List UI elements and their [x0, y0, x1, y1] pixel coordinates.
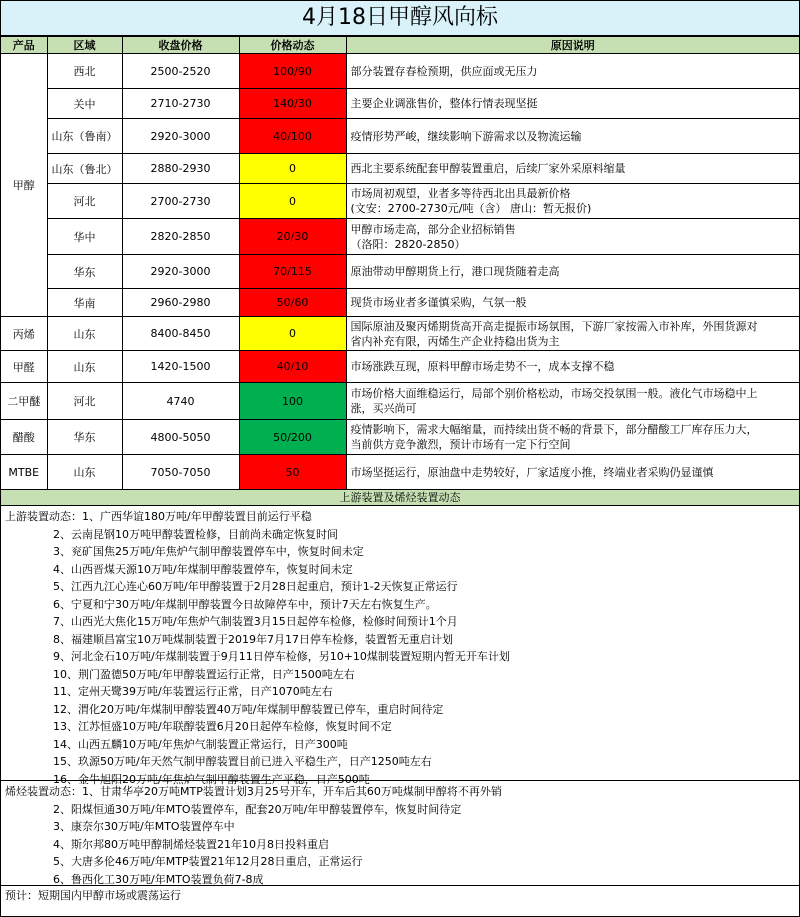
region-cell: 华中 — [47, 219, 122, 255]
region-cell: 山东 — [47, 455, 122, 490]
reason-line: 现货市场业者多谨慎采购，气氛一般 — [350, 296, 527, 309]
reason-line: 市场周初观望，业者多等待西北出具最新价格 — [350, 187, 571, 200]
trend-cell: 20/30 — [239, 219, 346, 255]
region-cell: 华南 — [47, 289, 122, 317]
header-reason: 原因说明 — [346, 37, 799, 54]
forecast-line: 预计：短期国内甲醇市场或震荡运行 — [1, 885, 799, 905]
olefin-item: 3、康奈尔30万吨/年MTO装置停车中 — [53, 820, 235, 833]
page-title: 4月18日甲醇风向标 — [1, 1, 799, 36]
reason-cell — [346, 184, 799, 219]
reason-cell — [346, 289, 799, 317]
region-cell: 关中 — [47, 89, 122, 119]
upstream-item: 11、定州天鹭39万吨/年装置运行正常，日产1070吨左右 — [53, 685, 333, 698]
trend-cell: 50/200 — [239, 420, 346, 455]
region-cell: 华东 — [47, 255, 122, 289]
price-cell: 2820-2850 — [122, 219, 239, 255]
upstream-item: 2、云南昆钢10万吨甲醇装置检修，目前尚未确定恢复时间 — [53, 527, 338, 541]
olefin-item: 烯烃装置动态：1、甘肃华亭20万吨MTP装置计划3月25号开车，开车后其60万吨煤制甲醇将不再外销 — [5, 785, 502, 798]
olefin-item: 2、阳煤恒通30万吨/年MTO装置停车，配套20万吨/年甲醇装置停车，恢复时间待定 — [53, 802, 462, 816]
price-cell: 2920-3000 — [122, 119, 239, 154]
header-trend: 价格动态 — [239, 37, 346, 54]
reason-line-2: 省内补充有限，丙烯生产企业持稳出货为主 — [350, 334, 560, 348]
reason-cell — [346, 54, 799, 89]
reason-line-2: 涨，买兴尚可 — [350, 402, 417, 415]
price-cell: 2700-2730 — [122, 184, 239, 219]
upstream-item: 5、江西九江心连心60万吨/年甲醇装置于2月28日起重启，预计1-2天恢复正常运行 — [53, 580, 458, 593]
table-row — [1, 54, 799, 89]
upstream-item: 10、荆门盈德50万吨/年甲醇装置运行正常，日产1500吨左右 — [53, 667, 355, 681]
table-row — [1, 184, 799, 219]
trend-cell: 0 — [239, 317, 346, 351]
price-cell: 7050-7050 — [122, 455, 239, 490]
table-body — [1, 54, 799, 490]
table-row — [1, 219, 799, 255]
trend-cell: 100/90 — [239, 54, 346, 89]
product-cell: 甲醛 — [1, 351, 47, 383]
product-cell: 二甲醚 — [1, 383, 47, 420]
olefin-item: 5、大唐多伦46万吨/年MTP装置21年12月28日重启，正常运行 — [53, 855, 363, 868]
trend-cell: 70/115 — [239, 255, 346, 289]
reason-cell — [346, 119, 799, 154]
reason-line: 西北主要系统配套甲醇装置重启，后续厂家外采原料缩量 — [350, 162, 626, 175]
table-row — [1, 119, 799, 154]
upstream-item: 9、河北金石10万吨/年煤制装置于9月11日停车检修，另10+10煤制装置短期内暂无开车计划 — [53, 650, 510, 663]
product-cell: 丙烯 — [1, 317, 47, 351]
upstream-item: 15、玖源50万吨/年天然气制甲醇装置目前已进入平稳生产，日产1250吨左右 — [53, 755, 432, 768]
price-table — [1, 36, 799, 490]
reason-line: 部分装置存春检预期，供应面或无压力 — [350, 64, 538, 78]
header-price: 收盘价格 — [122, 37, 239, 54]
trend-cell: 40/10 — [239, 351, 346, 383]
olefin-item: 4、斯尔邦80万吨甲醇制烯烃装置21年10月8日投料重启 — [53, 837, 329, 851]
reason-line: 主要企业调涨售价，整体行情表现坚挺 — [350, 97, 538, 110]
reason-line: 疫情形势严峻，继续影响下游需求以及物流运输 — [350, 129, 582, 143]
reason-line-2: （洛阳：2820-2850） — [350, 237, 466, 251]
trend-cell: 100 — [239, 383, 346, 420]
region-cell: 华东 — [47, 420, 122, 455]
table-row — [1, 317, 799, 351]
upstream-item: 8、福建顺昌富宝10万吨煤制装置于2019年7月17日停车检修，装置暂无重启计划 — [53, 632, 453, 646]
table-row — [1, 255, 799, 289]
reason-cell — [346, 317, 799, 351]
reason-cell — [346, 255, 799, 289]
upstream-item: 12、渭化20万吨/年煤制甲醇装置40万吨/年煤制甲醇装置已停车，重启时间待定 — [53, 702, 444, 716]
upstream-item: 6、宁夏和宁30万吨/年煤制甲醇装置今日故障停车中，预计7天左右恢复生产。 — [53, 597, 437, 611]
price-cell: 8400-8450 — [122, 317, 239, 351]
region-cell: 西北 — [47, 54, 122, 89]
upstream-item: 4、山西晋煤天源10万吨/年煤制甲醇装置停车，恢复时间未定 — [53, 562, 353, 576]
trend-cell: 40/100 — [239, 119, 346, 154]
product-cell: 醋酸 — [1, 420, 47, 455]
upstream-item: 13、江苏恒盛10万吨/年联醇装置6月20日起停车检修，恢复时间不定 — [53, 720, 392, 733]
upstream-item: 14、山西五麟10万吨/年焦炉气制装置正常运行，日产300吨 — [53, 737, 348, 751]
table-row — [1, 154, 799, 184]
table-row — [1, 289, 799, 317]
price-cell: 2880-2930 — [122, 154, 239, 184]
upstream-dynamics — [1, 506, 799, 786]
reason-cell — [346, 219, 799, 255]
upstream-item: 7、山西光大焦化15万吨/年焦炉气制装置3月15日起停车检修，检修时间预计1个月 — [53, 615, 458, 628]
price-cell: 1420-1500 — [122, 351, 239, 383]
reason-line: 疫情影响下，需求大幅缩量，而持续出货不畅的背景下，部分醋酸工厂库存压力大， — [350, 423, 758, 436]
table-row — [1, 351, 799, 383]
reason-line: 原油带动甲醇期货上行，港口现货随着走高 — [350, 265, 560, 278]
reason-line: 市场坚挺运行，原油盘中走势较好，厂家适度小推，终端业者采购仍显谨慎 — [350, 465, 714, 479]
upstream-item: 16、金牛旭阳20万吨/年焦炉气制甲醇装置生产平稳，日产500吨 — [53, 772, 370, 786]
upstream-item: 3、兖矿国焦25万吨/年焦炉气制甲醇装置停车中，恢复时间未定 — [53, 545, 364, 558]
price-cell: 2710-2730 — [122, 89, 239, 119]
region-cell: 山东（鲁南） — [47, 119, 122, 154]
header-region: 区域 — [47, 37, 122, 54]
product-cell: MTBE — [1, 455, 47, 490]
reason-cell — [346, 154, 799, 184]
product-cell: 甲醇 — [1, 54, 47, 317]
table-header-row — [1, 37, 799, 54]
table-row — [1, 455, 799, 490]
region-cell: 山东 — [47, 317, 122, 351]
reason-cell — [346, 420, 799, 455]
reason-cell — [346, 383, 799, 420]
reason-cell — [346, 455, 799, 490]
region-cell: 河北 — [47, 383, 122, 420]
table-row — [1, 383, 799, 420]
reason-line: 国际原油及聚丙烯期货高开高走提振市场氛围，下游厂家按需入市补库，外围货源对 — [350, 319, 758, 333]
reason-line-2: 当前供方竞争激烈，预计市场有一定下行空间 — [350, 438, 571, 451]
reason-line-2: (文安：2700-2730元/吨（含） 唐山：暂无报价) — [350, 202, 592, 215]
price-cell: 4740 — [122, 383, 239, 420]
reason-line: 市场涨跌互现，原料甲醇市场走势不一，成本支撑不稳 — [350, 360, 615, 373]
region-cell: 河北 — [47, 184, 122, 219]
trend-cell: 50 — [239, 455, 346, 490]
trend-cell: 140/30 — [239, 89, 346, 119]
section-band-upstream: 上游装置及烯烃装置动态 — [1, 490, 799, 506]
upstream-item: 上游装置动态：1、广西华谊180万吨/年甲醇装置目前运行平稳 — [5, 510, 312, 523]
reason-line: 市场价格大面维稳运行，局部个别价格松动，市场交投氛围一般。液化气市场稳中上 — [350, 387, 758, 400]
trend-cell: 0 — [239, 184, 346, 219]
table-row — [1, 89, 799, 119]
region-cell: 山东 — [47, 351, 122, 383]
reason-cell — [346, 89, 799, 119]
table-row — [1, 420, 799, 455]
region-cell: 山东（鲁北） — [47, 154, 122, 184]
price-cell: 4800-5050 — [122, 420, 239, 455]
trend-cell: 50/60 — [239, 289, 346, 317]
header-product: 产品 — [1, 37, 47, 54]
olefin-dynamics — [1, 780, 799, 885]
reason-cell — [346, 351, 799, 383]
price-cell: 2960-2980 — [122, 289, 239, 317]
reason-line: 甲醇市场走高，部分企业招标销售 — [350, 222, 516, 236]
price-cell: 2500-2520 — [122, 54, 239, 89]
olefin-item: 6、鲁西化工30万吨/年MTO装置负荷7-8成 — [53, 872, 264, 886]
trend-cell: 0 — [239, 154, 346, 184]
price-cell: 2920-3000 — [122, 255, 239, 289]
